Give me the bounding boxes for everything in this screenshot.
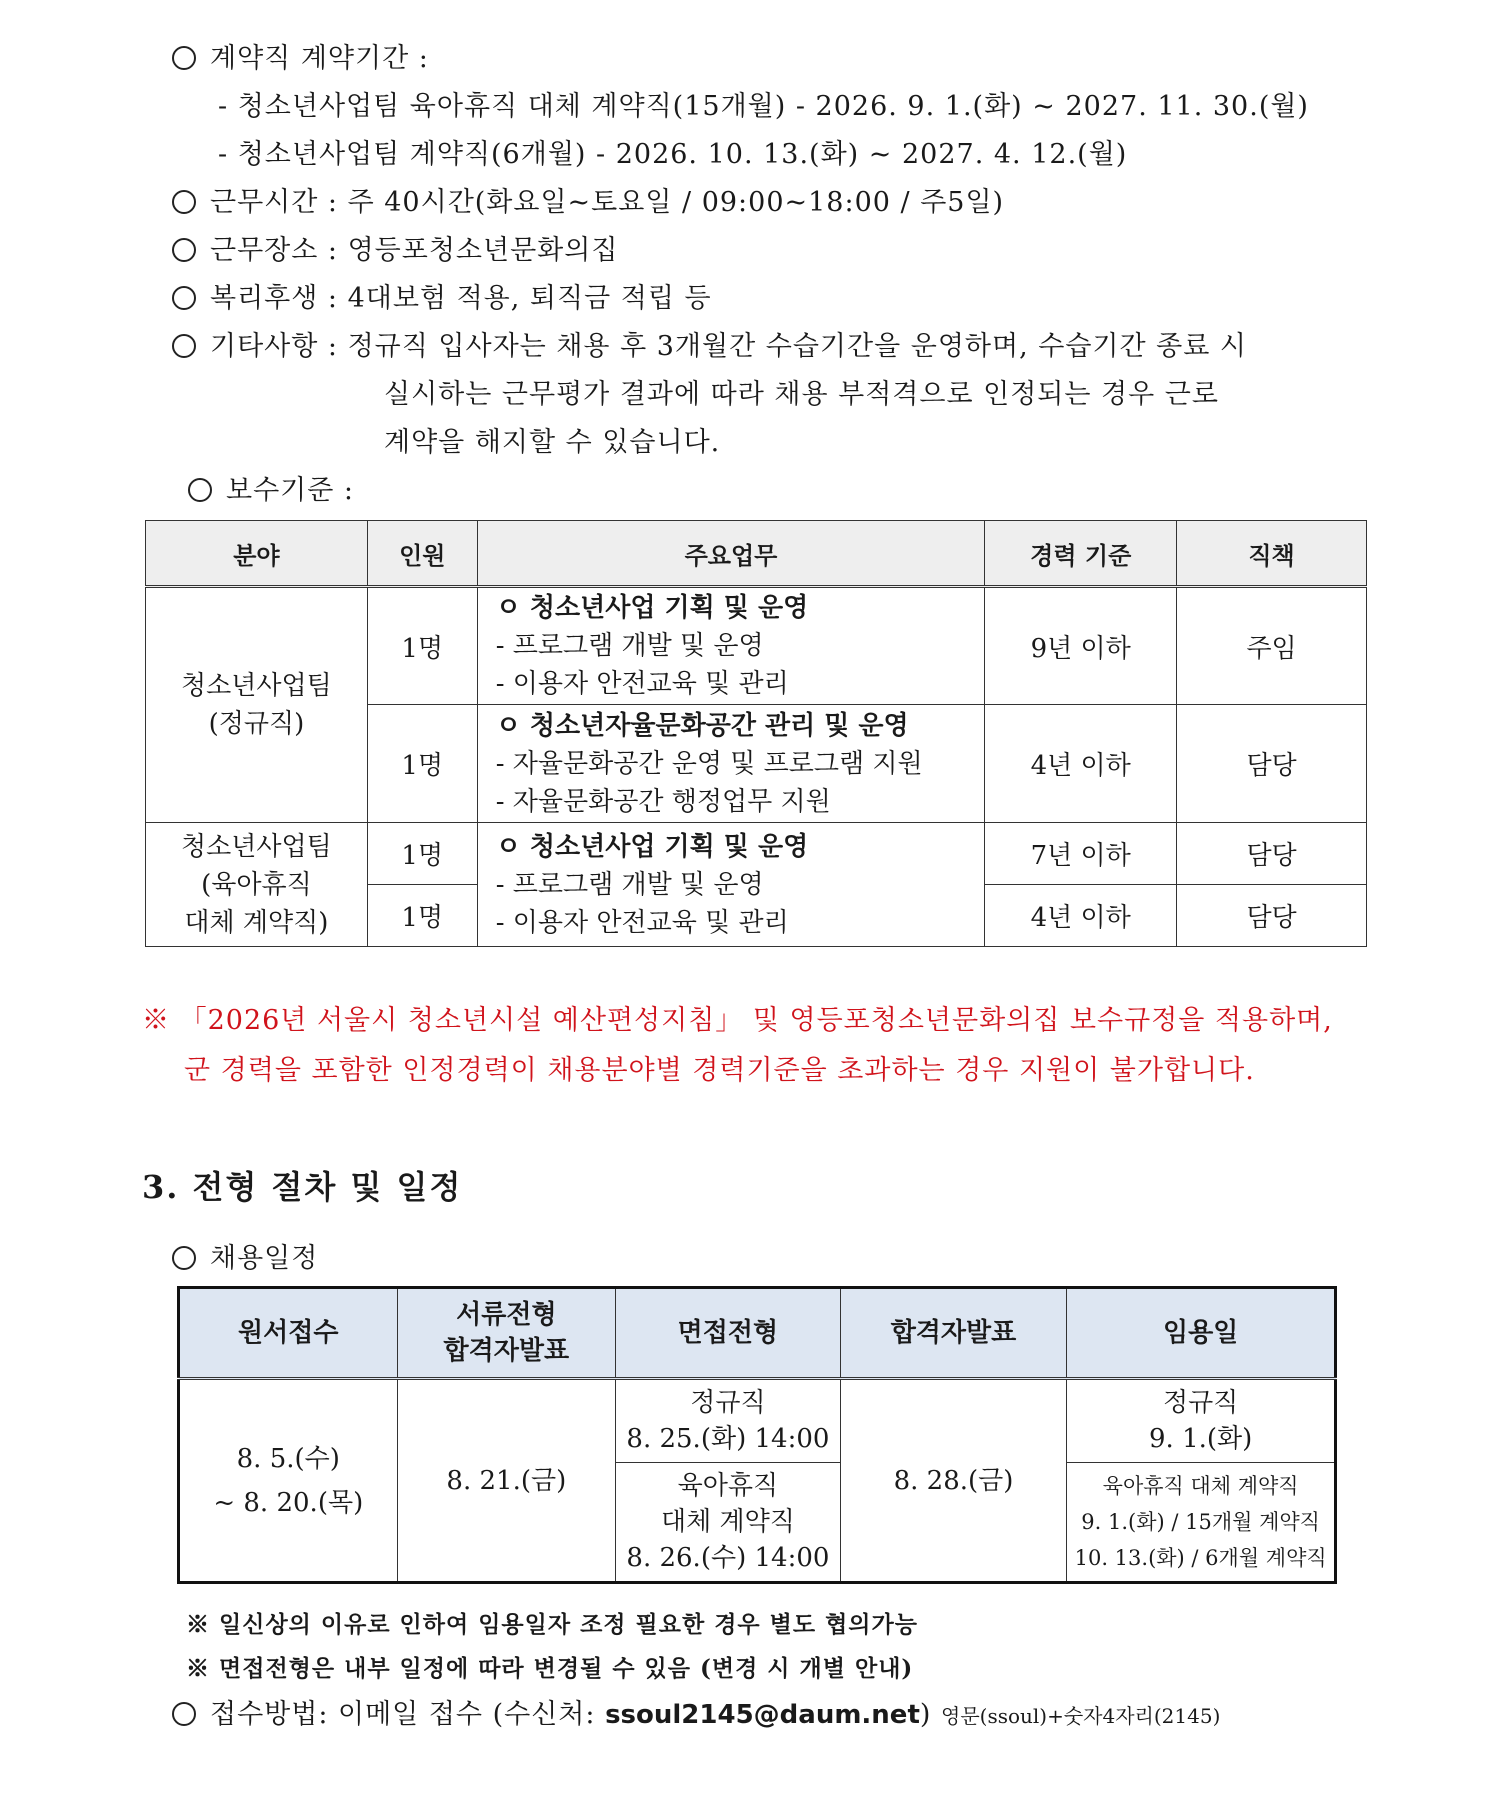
count-cell: 1명 xyxy=(367,587,477,705)
red-notice-line: ※ 「2026년 서울시 청소년시설 예산편성지침」 및 영등포청소년문화의집 보수규정을 적용하며, xyxy=(142,1005,1333,1036)
career-cell: 7년 이하 xyxy=(985,823,1177,885)
count-cell: 1명 xyxy=(367,885,477,947)
col-header: 면접전형 xyxy=(616,1288,841,1379)
email-hint: 영문(ssoul)+숫자4자리(2145) xyxy=(941,1704,1221,1728)
col-header: 주요업무 xyxy=(477,521,985,587)
count-cell: 1명 xyxy=(367,823,477,885)
appoint-cell: 육아휴직 대체 계약직 9. 1.(화) / 15개월 계약직 10. 13.(화) / 6개월 계약직 xyxy=(1067,1463,1336,1583)
circle-bullet-icon xyxy=(172,1702,196,1726)
table-header-row xyxy=(146,521,1367,587)
note-line: ※ 일신상의 이유로 인하여 임용일자 조정 필요한 경우 별도 협의가능 xyxy=(186,1611,918,1638)
career-cell: 4년 이하 xyxy=(985,705,1177,823)
etc-line: 계약을 해지할 수 있습니다. xyxy=(384,427,721,458)
duty-cell: ㅇ 청소년사업 기획 및 운영 - 프로그램 개발 및 운영 - 이용자 안전교육 및 관리 xyxy=(477,587,985,705)
doc-cell: 8. 21.(금) xyxy=(397,1379,616,1583)
title-cell: 주임 xyxy=(1177,587,1367,705)
table-row xyxy=(179,1379,1336,1463)
duty-cell: ㅇ 청소년자율문화공간 관리 및 운영 - 자율문화공간 운영 및 프로그램 지원 - 자율문화공간 행정업무 지원 xyxy=(477,705,985,823)
col-header: 원서접수 xyxy=(179,1288,398,1379)
table-row xyxy=(146,587,1367,705)
contract-line: - 청소년사업팀 계약직(6개월) - 2026. 10. 13.(화) ~ 2027. 4. 12.(월) xyxy=(218,139,1128,170)
title-cell: 담당 xyxy=(1177,823,1367,885)
circle-bullet-icon xyxy=(172,238,196,262)
duty-cell: ㅇ 청소년사업 기획 및 운영 - 프로그램 개발 및 운영 - 이용자 안전교육 및 관리 xyxy=(477,823,985,947)
circle-bullet-icon xyxy=(172,190,196,214)
career-cell: 4년 이하 xyxy=(985,885,1177,947)
col-header: 경력 기준 xyxy=(985,521,1177,587)
section-title: 3. 전형 절차 및 일정 xyxy=(142,1168,463,1206)
team-cell: 청소년사업팀 (육아휴직 대체 계약직) xyxy=(146,823,368,947)
contract-heading: 계약직 계약기간 : xyxy=(172,36,429,75)
info-item: 복리후생 : 4대보험 적용, 퇴직금 적립 등 xyxy=(172,276,712,315)
career-cell: 9년 이하 xyxy=(985,587,1177,705)
col-header: 서류전형 합격자발표 xyxy=(397,1288,616,1379)
col-header: 합격자발표 xyxy=(840,1288,1067,1379)
apply-cell: 8. 5.(수) ~ 8. 20.(목) xyxy=(179,1379,398,1583)
interview-cell: 정규직 8. 25.(화) 14:00 xyxy=(616,1379,841,1463)
note-line: ※ 면접전형은 내부 일정에 따라 변경될 수 있음 (변경 시 개별 안내) xyxy=(186,1655,914,1682)
table-header-row xyxy=(179,1288,1336,1379)
pay-heading: 보수기준 : xyxy=(188,468,354,507)
col-header: 임용일 xyxy=(1067,1288,1336,1379)
col-header: 분야 xyxy=(146,521,368,587)
result-cell: 8. 28.(금) xyxy=(840,1379,1067,1583)
info-item: 근무장소 : 영등포청소년문화의집 xyxy=(172,228,618,267)
circle-bullet-icon xyxy=(172,286,196,310)
circle-bullet-icon xyxy=(172,334,196,358)
schedule-heading: 채용일정 xyxy=(172,1236,318,1275)
col-header: 직책 xyxy=(1177,521,1367,587)
title-cell: 담당 xyxy=(1177,885,1367,947)
table-row xyxy=(146,823,1367,885)
title-cell: 담당 xyxy=(1177,705,1367,823)
info-item-etc: 기타사항 : 정규직 입사자는 채용 후 3개월간 수습기간을 운영하며, 수습기간 종료 시 xyxy=(172,324,1247,363)
interview-cell: 육아휴직 대체 계약직 8. 26.(수) 14:00 xyxy=(616,1463,841,1583)
schedule-table xyxy=(177,1286,1337,1584)
appoint-cell: 정규직 9. 1.(화) xyxy=(1067,1379,1336,1463)
circle-bullet-icon xyxy=(188,478,212,502)
count-cell: 1명 xyxy=(367,705,477,823)
etc-line: 실시하는 근무평가 결과에 따라 채용 부적격으로 인정되는 경우 근로 xyxy=(384,379,1219,410)
circle-bullet-icon xyxy=(172,46,196,70)
red-notice-line: 군 경력을 포함한 인정경력이 채용분야별 경력기준을 초과하는 경우 지원이 불가합니다. xyxy=(184,1055,1255,1086)
email-link[interactable]: ssoul2145@daum.net xyxy=(605,1700,920,1730)
receipt-line: 접수방법: 이메일 접수 (수신처: ssoul2145@daum.net) 영문(ssoul)+숫자4자리(2145) xyxy=(172,1692,1220,1731)
pay-table xyxy=(145,520,1367,947)
info-item: 근무시간 : 주 40시간(화요일~토요일 / 09:00~18:00 / 주5일) xyxy=(172,180,1004,219)
col-header: 인원 xyxy=(367,521,477,587)
team-cell: 청소년사업팀 (정규직) xyxy=(146,587,368,823)
circle-bullet-icon xyxy=(172,1246,196,1270)
contract-line: - 청소년사업팀 육아휴직 대체 계약직(15개월) - 2026. 9. 1.(화) ~ 2027. 11. 30.(월) xyxy=(218,91,1309,122)
